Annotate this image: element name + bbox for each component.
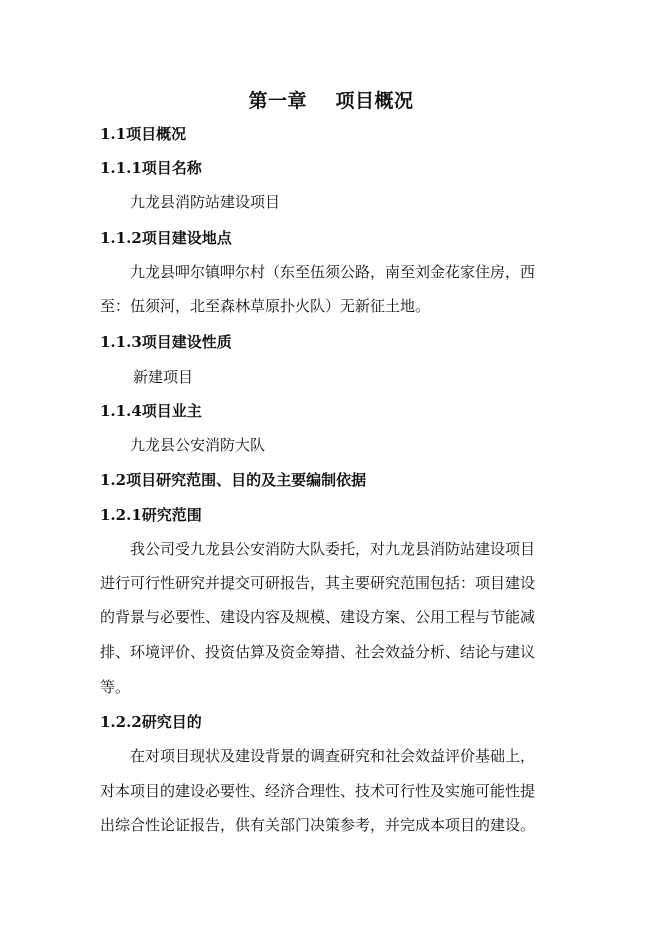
heading-1-1-4: 1.1.4项目业主 [100, 402, 202, 420]
nature-text: 新建项目 [133, 368, 194, 386]
owner-text: 九龙县公安消防大队 [130, 436, 266, 454]
scope-line-3: 的背景与必要性、建设内容及规模、建设方案、公用工程与节能减 [100, 608, 536, 626]
scope-line-2: 进行可行性研究并提交可研报告，其主要研究范围包括：项目建设 [100, 574, 536, 592]
heading-1-1: 1.1项目概况 [100, 125, 187, 143]
heading-1-1-3: 1.1.3项目建设性质 [100, 333, 232, 351]
chapter-title: 第一章 项目概况 [248, 90, 414, 112]
heading-1-1-1: 1.1.1项目名称 [100, 159, 202, 177]
scope-line-4: 排、环境评价、投资估算及资金筹措、社会效益分析、结论与建议 [100, 643, 536, 661]
scope-line-5: 等。 [100, 678, 131, 696]
purpose-line-2: 对本项目的建设必要性、经济合理性、技术可行性及实施可能性提 [100, 782, 536, 800]
heading-1-2-2: 1.2.2研究目的 [100, 713, 202, 731]
purpose-line-1: 在对项目现状及建设背景的调查研究和社会效益评价基础上， [130, 747, 536, 765]
heading-1-2: 1.2项目研究范围、目的及主要编制依据 [100, 471, 367, 489]
location-line-2: 至：伍须河，北至森林草原扑火队）无新征土地。 [100, 297, 431, 315]
heading-1-2-1: 1.2.1研究范围 [100, 506, 202, 524]
location-line-1: 九龙县呷尔镇呷尔村（东至伍须公路，南至刘金花家住房，西 [130, 263, 536, 281]
purpose-line-3: 出综合性论证报告，供有关部门决策参考，并完成本项目的建设。 [100, 816, 536, 834]
scope-line-1: 我公司受九龙县公安消防大队委托，对九龙县消防站建设项目 [130, 540, 536, 558]
heading-1-1-2: 1.1.2项目建设地点 [100, 229, 232, 247]
project-name-text: 九龙县消防站建设项目 [130, 193, 281, 211]
